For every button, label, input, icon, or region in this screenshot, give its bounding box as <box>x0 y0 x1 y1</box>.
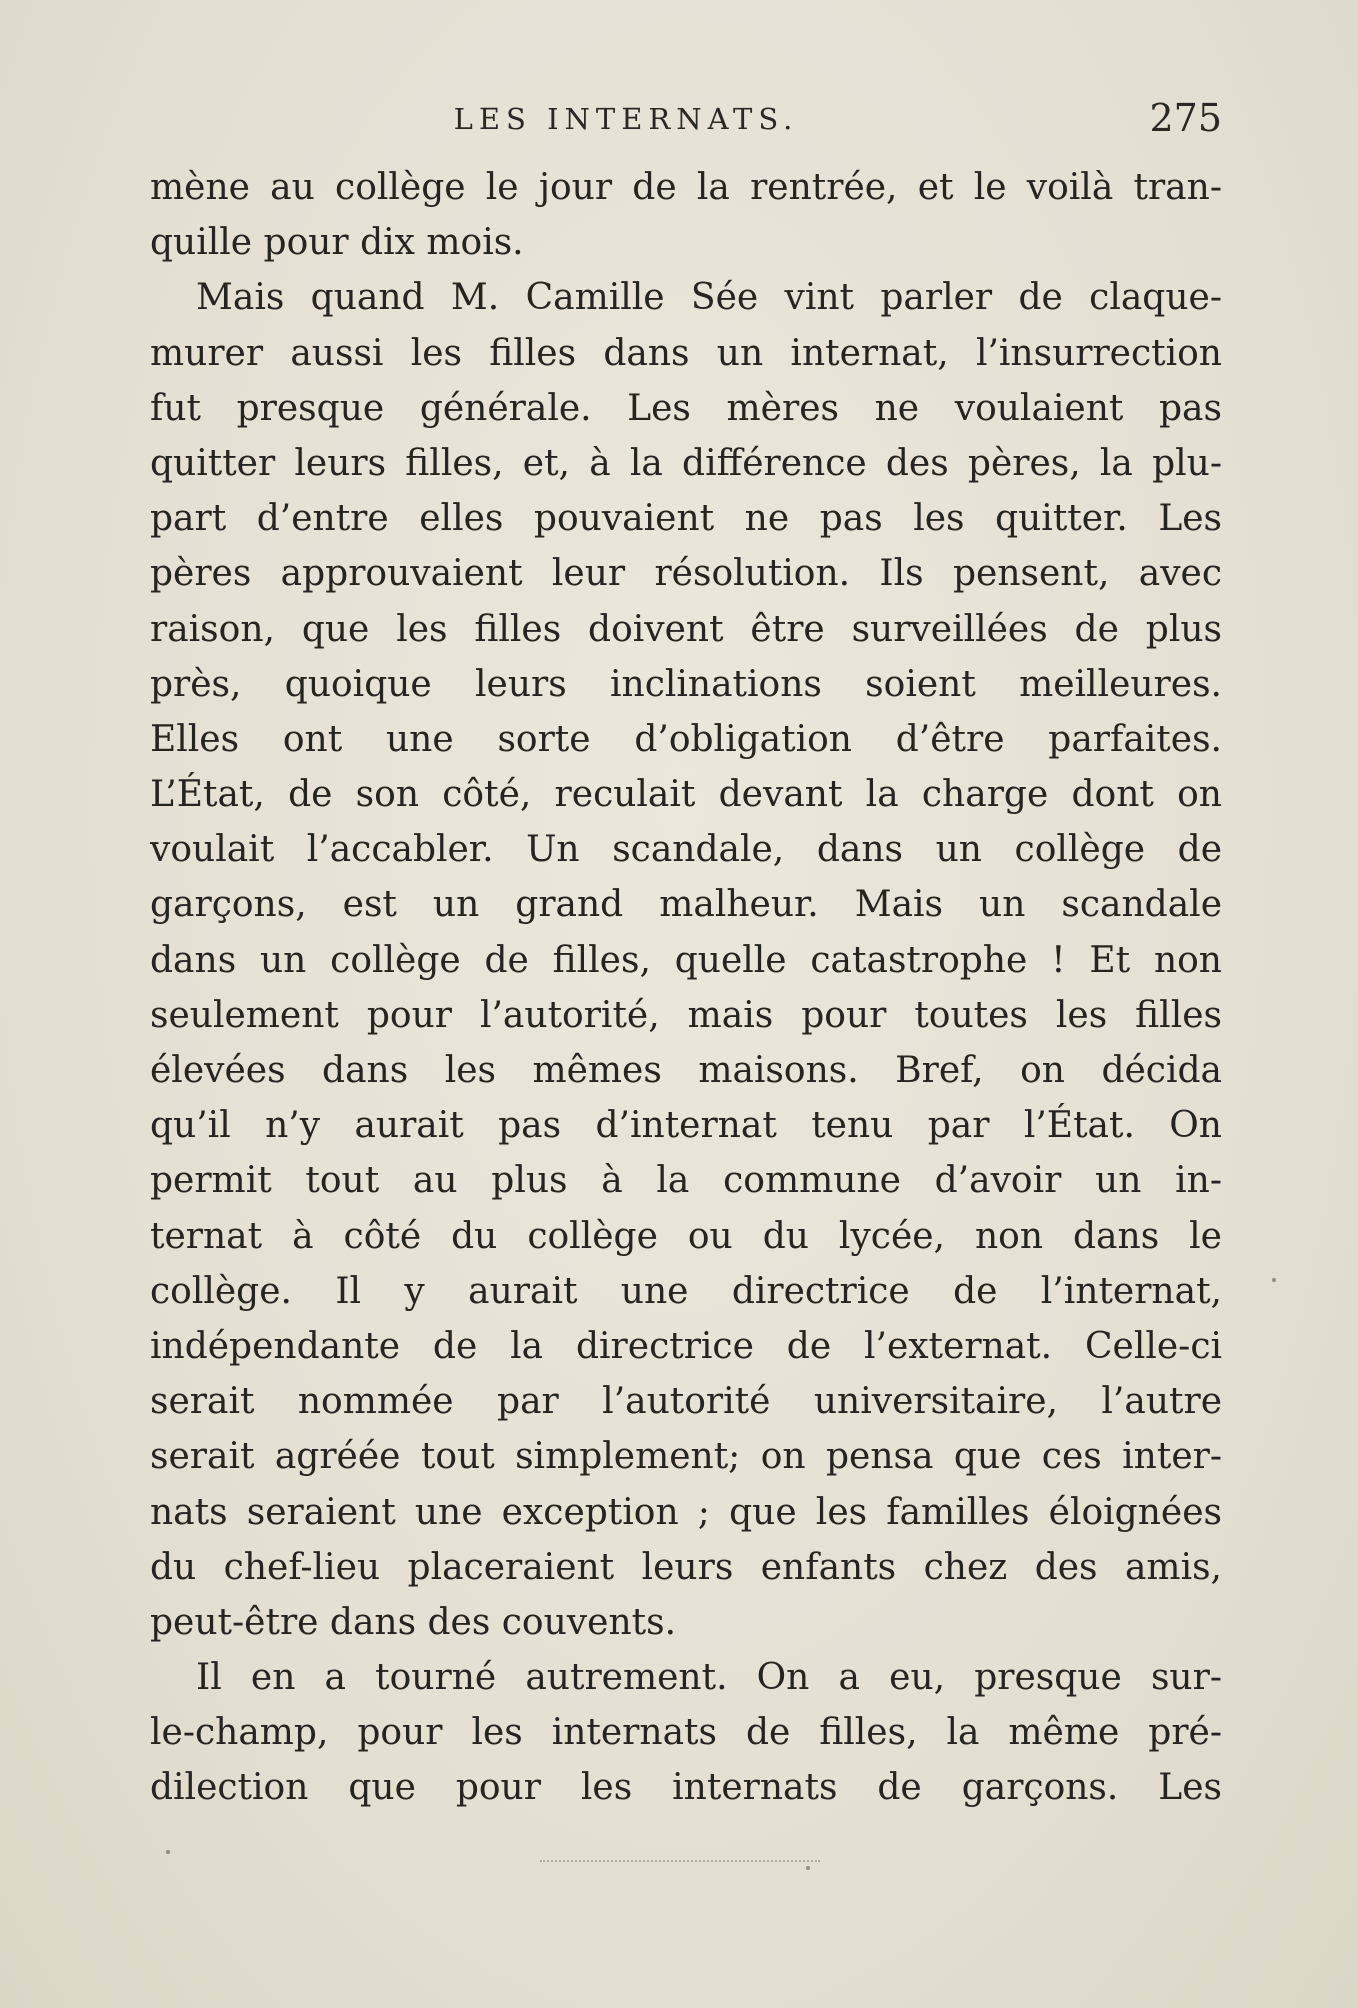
text-line: part d’entre elles pouvaient ne pas les quitter. Les <box>150 498 1222 540</box>
text-line: Elles ont une sorte d’obligation d’être parfaites. <box>150 718 1222 760</box>
text-line: garçons, est un grand malheur. Mais un scandale <box>150 884 1222 926</box>
text-line: indépendante de la directrice de l’externat. Celle-ci <box>150 1325 1222 1367</box>
text-line: seulement pour l’autorité, mais pour toutes les filles <box>150 994 1222 1036</box>
text-line: quille pour dix mois. <box>150 222 524 264</box>
text-line: L’État, de son côté, reculait devant la charge dont on <box>150 774 1222 816</box>
text-line: murer aussi les filles dans un internat, l’insurrection <box>150 332 1222 374</box>
text-line: nats seraient une exception ; que les familles éloignées <box>150 1491 1222 1533</box>
text-line: mène au collège le jour de la rentrée, et le voilà tran- <box>150 167 1222 208</box>
text-line: près, quoique leurs inclinations soient meilleures. <box>150 663 1222 705</box>
text-line: ternat à côté du collège ou du lycée, non dans le <box>150 1215 1222 1257</box>
text-line: Mais quand M. Camille Sée vint parler de claque- <box>196 277 1222 319</box>
text-line: quitter leurs filles, et, à la différence des pères, la plu- <box>150 442 1222 484</box>
print-specks <box>540 1860 820 1870</box>
text-line: dans un collège de filles, quelle catastrophe ! Et non <box>150 939 1222 981</box>
text-line: du chef-lieu placeraient leurs enfants chez des amis, <box>150 1546 1222 1588</box>
text-line: fut presque générale. Les mères ne voulaient pas <box>150 387 1222 429</box>
print-speck <box>806 1866 810 1870</box>
print-speck <box>1272 1278 1276 1282</box>
body-text <box>150 160 1222 1816</box>
text-line: pères approuvaient leur résolution. Ils pensent, avec <box>150 553 1222 595</box>
text-line: peut-être dans des couvents. <box>150 1601 677 1643</box>
running-head <box>150 96 1222 146</box>
text-line: qu’il n’y aurait pas d’internat tenu par l’État. On <box>150 1105 1222 1147</box>
text-line: collège. Il y aurait une directrice de l’internat, <box>150 1270 1222 1312</box>
running-title: LES INTERNATS. <box>453 102 799 136</box>
text-line: serait nommée par l’autorité universitaire, l’autre <box>150 1381 1222 1423</box>
text-line: voulait l’accabler. Un scandale, dans un collège de <box>150 829 1222 871</box>
text-line: le-champ, pour les internats de filles, la même pré- <box>150 1712 1222 1754</box>
page-number: 275 <box>1149 96 1222 140</box>
text-line: raison, que les filles doivent être surveillées de plus <box>150 608 1222 650</box>
text-line: permit tout au plus à la commune d’avoir un in- <box>150 1160 1222 1202</box>
text-line: élevées dans les mêmes maisons. Bref, on décida <box>150 1050 1222 1091</box>
text-line: dilection que pour les internats de garçons. Les <box>150 1767 1222 1809</box>
text-line: Il en a tourné autrement. On a eu, presque sur- <box>196 1657 1222 1699</box>
text-line: serait agréée tout simplement; on pensa que ces inter- <box>150 1436 1222 1478</box>
print-speck <box>166 1850 170 1854</box>
